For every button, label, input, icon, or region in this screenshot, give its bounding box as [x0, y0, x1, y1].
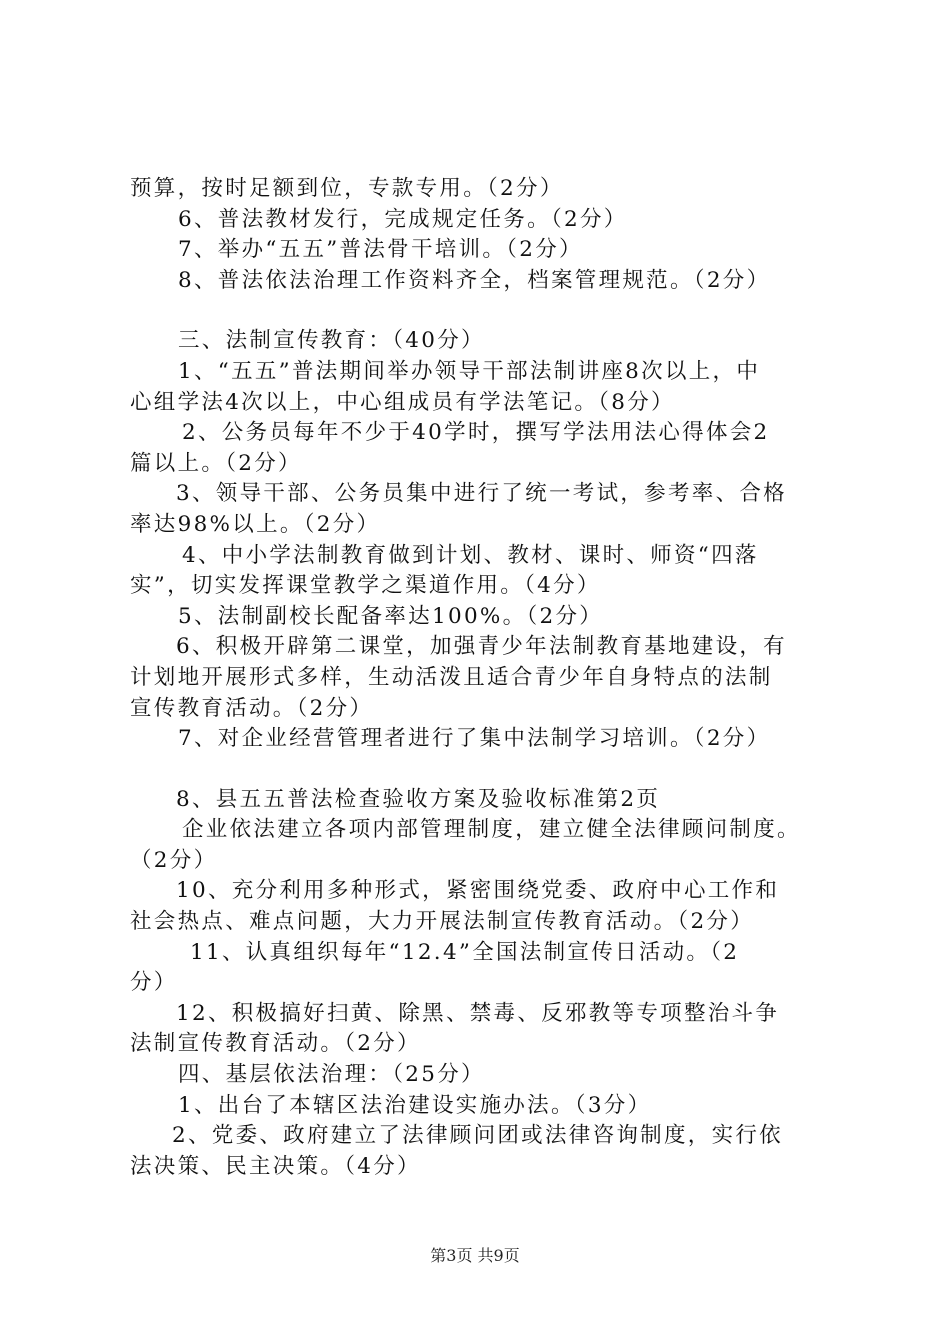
section-heading: 三、法制宣传教育：（40分） [178, 328, 485, 354]
paragraph-line: 法决策、民主决策。（4分） [130, 1153, 421, 1179]
document-body [130, 174, 830, 1182]
paragraph-line: 法制宣传教育活动。（2分） [130, 1031, 421, 1057]
paragraph-line: 12、积极搞好扫黄、除黑、禁毒、反邪教等专项整治斗争 [176, 1000, 780, 1026]
paragraph-line: 1、“五五”普法期间举办领导干部法制讲座8次以上，中 [178, 358, 761, 384]
paragraph-line: 4、中小学法制教育做到计划、教材、课时、师资“四落 [182, 542, 759, 568]
paragraph-spacer [130, 755, 830, 785]
paragraph-line: 8、普法依法治理工作资料齐全，档案管理规范。（2分） [178, 267, 771, 293]
page-number-footer: 第3页 共9页 [430, 1246, 520, 1265]
paragraph-line: 企业依法建立各项内部管理制度，建立健全法律顾问制度。 [182, 817, 801, 843]
paragraph-line: 心组学法4次以上，中心组成员有学法笔记。（8分） [130, 389, 675, 415]
paragraph-line: 8、县五五普法检查验收方案及验收标准第2页 [176, 786, 661, 812]
paragraph-line: 社会热点、难点问题，大力开展法制宣传教育活动。（2分） [130, 909, 755, 935]
paragraph-line: 10、充分利用多种形式，紧密围绕党委、政府中心工作和 [176, 878, 780, 904]
paragraph-line: 7、举办“五五”普法骨干培训。（2分） [178, 237, 583, 263]
paragraph-line: 分） [130, 970, 178, 996]
paragraph-line: 2、党委、政府建立了法律顾问团或法律咨询制度，实行依 [172, 1123, 783, 1149]
paragraph-line: 6、积极开辟第二课堂，加强青少年法制教育基地建设，有 [176, 634, 787, 660]
paragraph-line: 率达98%以上。（2分） [130, 511, 381, 537]
paragraph-line: 计划地开展形式多样，生动活泼且适合青少年自身特点的法制 [130, 664, 773, 690]
section-heading: 四、基层依法治理：（25分） [178, 1062, 485, 1088]
paragraph-line: 实”，切实发挥课堂教学之渠道作用。（4分） [130, 573, 601, 599]
paragraph-line: 11、认真组织每年“12.4”全国法制宣传日活动。（2 [190, 939, 740, 965]
paragraph-spacer [130, 296, 830, 326]
paragraph-line: 2、公务员每年不少于40学时，撰写学法用法心得体会2 [182, 420, 770, 446]
paragraph-line: 1、出台了本辖区法治建设实施办法。（3分） [178, 1092, 652, 1118]
paragraph-line: 3、领导干部、公务员集中进行了统一考试，参考率、合格 [176, 481, 787, 507]
paragraph-line: 6、普法教材发行，完成规定任务。（2分） [178, 206, 628, 232]
paragraph-line: 5、法制副校长配备率达100%。（2分） [178, 603, 604, 629]
paragraph-line: （2分） [130, 847, 218, 873]
paragraph-line: 宣传教育活动。（2分） [130, 695, 374, 721]
paragraph-line: 7、对企业经营管理者进行了集中法制学习培训。（2分） [178, 726, 771, 752]
paragraph-line: 篇以上。（2分） [130, 450, 302, 476]
paragraph-line: 预算，按时足额到位，专款专用。（2分） [130, 176, 564, 201]
